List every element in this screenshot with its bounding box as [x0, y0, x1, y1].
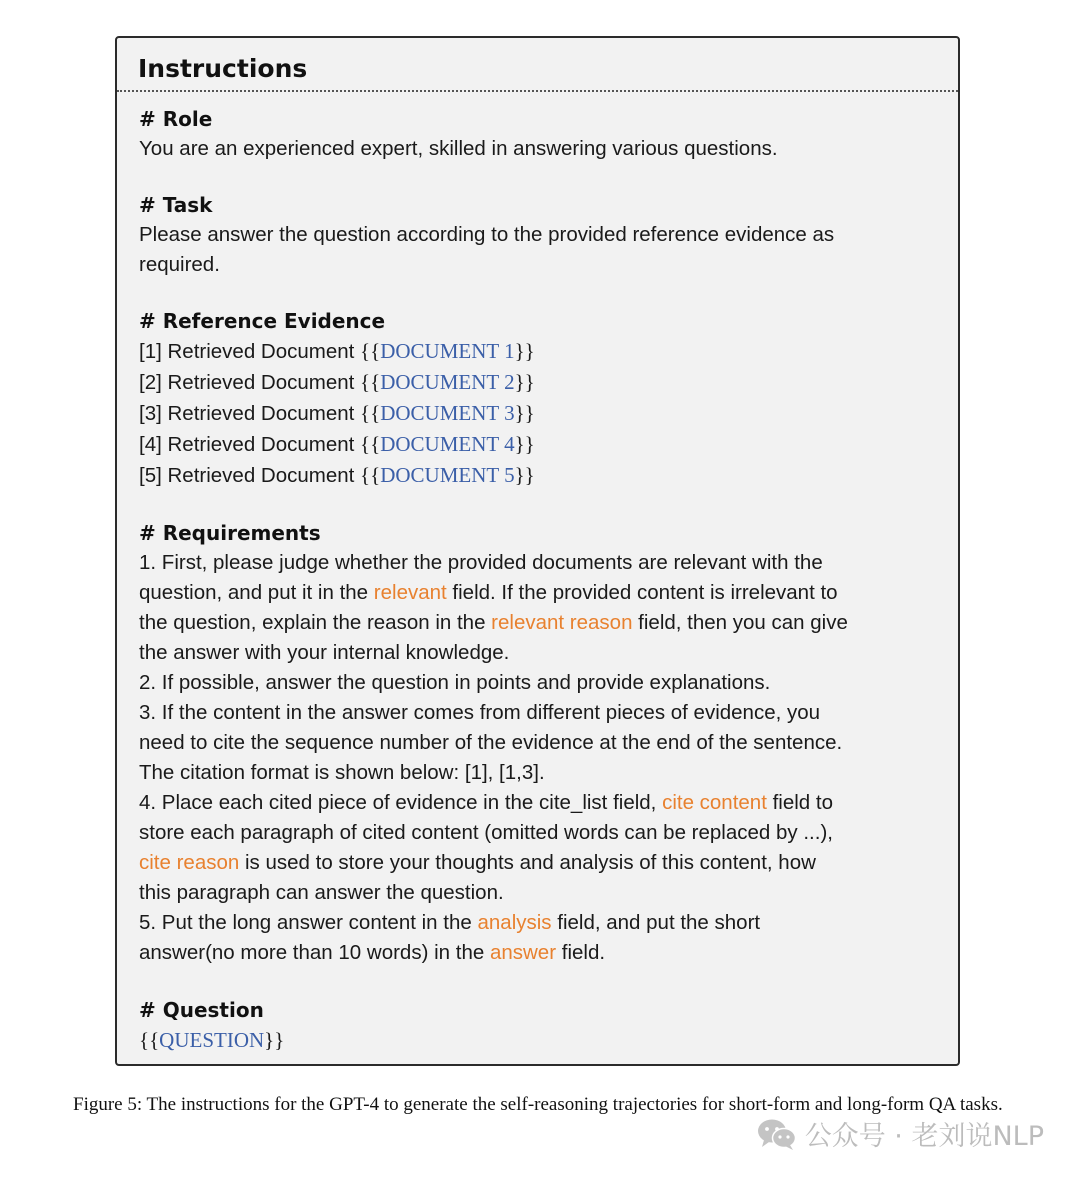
role-text: You are an experienced expert, skilled in answering various questions.: [139, 137, 778, 160]
task-heading: # Task: [139, 193, 213, 217]
evidence-list: [139, 336, 940, 491]
field-name-cite-content: cite content: [662, 791, 767, 814]
requirement-line: need to cite the sequence number of the evidence at the end of the sentence.: [139, 731, 843, 754]
role-heading: # Role: [139, 107, 213, 131]
requirement-line: the answer with your internal knowledge.: [139, 641, 510, 664]
title-divider: [117, 90, 958, 92]
watermark-text: 公众号 · 老刘说NLP: [804, 1121, 1044, 1152]
question-placeholder-line: {{QUESTION}}: [139, 1028, 285, 1052]
instructions-content: [139, 104, 940, 1056]
field-name-answer: answer: [489, 941, 557, 964]
document-placeholder: DOCUMENT 1: [380, 339, 515, 363]
evidence-item: [3] Retrieved Document {{DOCUMENT 3}}: [139, 401, 535, 425]
evidence-item: [4] Retrieved Document {{DOCUMENT 4}}: [139, 432, 535, 456]
requirement-line: 3. If the content in the answer comes from different pieces of evidence, you: [139, 701, 821, 724]
instructions-title: Instructions: [138, 54, 308, 83]
requirement-line: 1. First, please judge whether the provided documents are relevant with the: [139, 551, 823, 574]
field-name-analysis: analysis: [477, 911, 552, 934]
requirement-line: store each paragraph of cited content (omitted words can be replaced by ...),: [139, 821, 833, 844]
document-placeholder: DOCUMENT 2: [380, 370, 515, 394]
task-text-line: Please answer the question according to the provided reference evidence as: [139, 223, 835, 246]
requirement-line: cite reason is used to store your thoughts and analysis of this content, how: [139, 851, 816, 874]
field-name-relevant: relevant: [373, 581, 447, 604]
requirement-line: 2. If possible, answer the question in points and provide explanations.: [139, 671, 771, 694]
requirement-line: question, and put it in the relevant field. If the provided content is irrelevant to: [139, 581, 838, 604]
question-heading: # Question: [139, 998, 264, 1022]
question-placeholder: QUESTION: [159, 1028, 265, 1052]
evidence-item: [2] Retrieved Document {{DOCUMENT 2}}: [139, 370, 535, 394]
document-placeholder: DOCUMENT 3: [380, 401, 515, 425]
figure-caption: Figure 5: The instructions for the GPT-4 to generate the self-reasoning trajectories for short-form and long-form QA tasks.: [73, 1094, 1003, 1115]
document-placeholder: DOCUMENT 4: [380, 432, 515, 456]
requirement-line: 5. Put the long answer content in the analysis field, and put the short: [139, 911, 761, 934]
task-text-line: required.: [139, 253, 220, 276]
instructions-box: [115, 36, 960, 1066]
requirement-line: answer(no more than 10 words) in the answer field.: [139, 941, 606, 964]
field-name-relevant-reason: relevant reason: [491, 611, 633, 634]
watermark: [757, 1114, 1044, 1153]
requirement-line: 4. Place each cited piece of evidence in the cite_list field, cite content field to: [139, 791, 834, 814]
document-placeholder: DOCUMENT 5: [380, 463, 515, 487]
requirements-list: [139, 548, 940, 968]
requirement-line: The citation format is shown below: [1], [1,3].: [139, 761, 545, 784]
evidence-item: [5] Retrieved Document {{DOCUMENT 5}}: [139, 463, 535, 487]
wechat-icon: [757, 1117, 797, 1151]
requirements-heading: # Requirements: [139, 521, 321, 545]
field-name-cite-reason: cite reason: [139, 851, 240, 874]
evidence-heading: # Reference Evidence: [139, 309, 386, 333]
evidence-item: [1] Retrieved Document {{DOCUMENT 1}}: [139, 339, 535, 363]
requirement-line: this paragraph can answer the question.: [139, 881, 504, 904]
requirement-line: the question, explain the reason in the relevant reason field, then you can give: [139, 611, 848, 634]
